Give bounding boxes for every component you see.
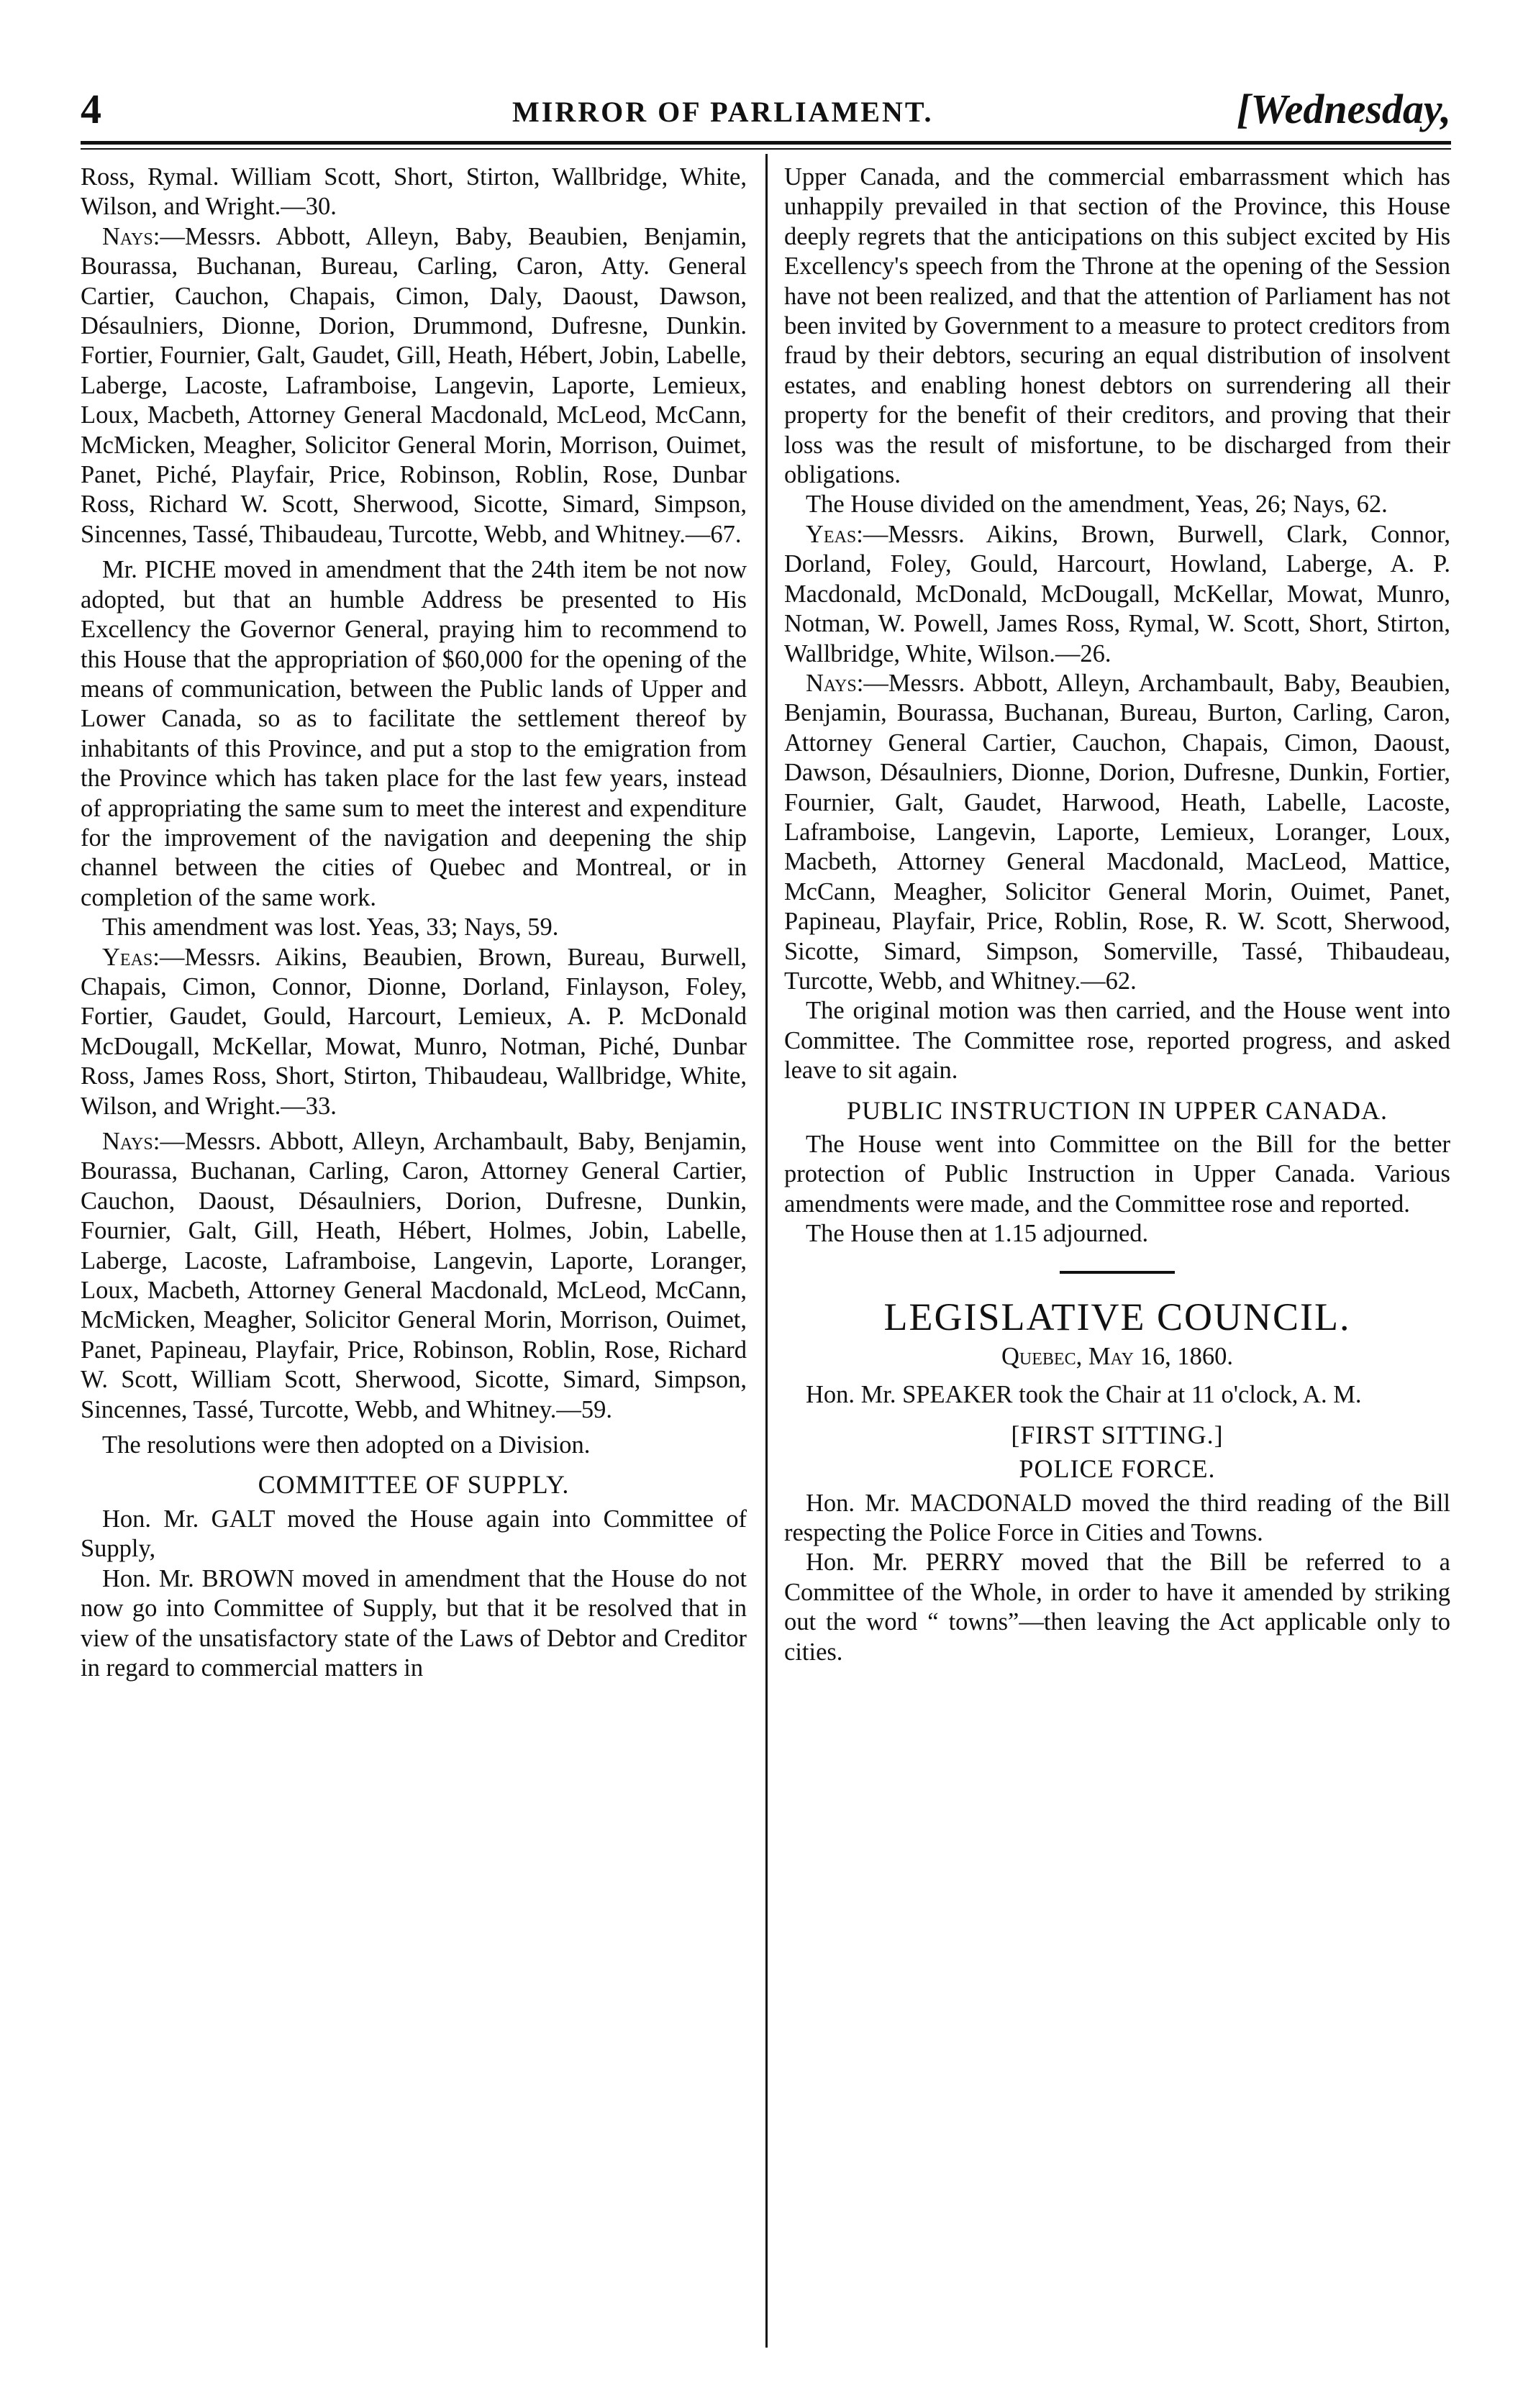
yeas-text: :—Messrs. Aikins, Brown, Burwell, Clark, Connor, Dorland, Foley, Gould, Harcourt, Howland, Laberge, A. P. Macdonald, McDonald, McDougall, McKellar, Mowat, Munro, Notman, W. Powell, James Ross, Rymal, W. Scott, Short, Stirton, Wallbridge, White, Wilson.—26. (784, 520, 1450, 667)
yeas-label: Yeas (806, 520, 857, 548)
nays-list (81, 222, 747, 549)
nays-label: Nays (806, 669, 857, 697)
column-divider (765, 154, 768, 2348)
paragraph: The original motion was then carried, and the House went into Committee. The Committee rose, reported progress, and asked leave to sit again. (784, 997, 1450, 1085)
paragraph: The resolutions were then adopted on a Division. (102, 1431, 591, 1459)
page-header (81, 85, 1451, 150)
paragraph: This amendment was lost. Yeas, 33; Nays, 59. (102, 913, 559, 941)
header-rule-thick (81, 141, 1451, 145)
nays-list (81, 1127, 747, 1425)
header-rule-thin (81, 148, 1451, 150)
left-column (81, 163, 747, 1683)
paragraph: The House divided on the amendment, Yeas, 26; Nays, 62. (806, 491, 1388, 519)
paragraph: Hon. Mr. SPEAKER took the Chair at 11 o'clock, A. M. (806, 1381, 1362, 1409)
paragraph: Ross, Rymal. William Scott, Short, Stirton, Wallbridge, White, Wilson, and Wright.—30. (81, 163, 747, 221)
yeas-label: Yeas (102, 943, 153, 971)
nays-label: Nays (102, 1128, 153, 1155)
running-title: MIRROR OF PARLIAMENT. (512, 96, 934, 128)
nays-text: :—Messrs. Abbott, Alleyn, Archambault, Baby, Beaubien, Benjamin, Bourassa, Buchanan, Bureau, Burton, Carling, Caron, Attorney General Cartier, Cauchon, Chapais, Cimon, Daoust, Dawson, Désaulniers, Dionne, Dorion, Dufresne, Dunkin, Fortier, Fournier, Galt, Gaudet, Harwood, Heath, Labelle, Lacoste, Laframboise, Langevin, Laporte, Lemieux, Loranger, Loux, Macbeth, Attorney General Macdonald, MacLeod, Mattice, McCann, Meagher, Solicitor General Morin, Ouimet, Panet, Papineau, Playfair, Price, Roblin, Rose, R. W. Scott, Sherwood, Sicotte, Simard, Simpson, Somerville, Tassé, Thibaudeau, Turcotte, Webb, and Whitney.—62. (784, 669, 1450, 995)
paragraph: Upper Canada, and the commercial embarrassment which has unhappily prevailed in that section of the Province, this House deeply regrets that the anticipations on this subject excited by His Excellency's speech from the Throne at the opening of the Session have not been realized, and that the attention of Parliament has not been invited by Government to a measure to protect creditors from fraud by their debtors, securing an equal distribution of insolvent estates, and enabling honest debtors on surrendering all their property for the benefit of their creditors, and proving that their loss was the result of misfortune, to be discharged from their obligations. (784, 163, 1450, 489)
nays-text: :—Messrs. Abbott, Alleyn, Archambault, Baby, Benjamin, Bourassa, Buchanan, Carling, Caron, Attorney General Cartier, Cauchon, Daoust, Désaulniers, Dorion, Dufresne, Dunkin, Fournier, Galt, Gill, Heath, Hébert, Holmes, Jobin, Labelle, Laberge, Lacoste, Laframboise, Langevin, Laporte, Loranger, Loux, Macbeth, Attorney General Macdonald, McLeod, McCann, McMicken, Meagher, Solicitor General Morin, Morrison, Ouimet, Panet, Papineau, Playfair, Price, Robinson, Roblin, Rose, Richard W. Scott, William Scott, Sherwood, Sicotte, Simard, Simpson, Sincennes, Tassé, Turcotte, Webb, and Whitney.—59. (81, 1128, 747, 1423)
nays-list (784, 669, 1450, 996)
paragraph: The House then at 1.15 adjourned. (806, 1220, 1149, 1248)
paragraph: Hon. Mr. PERRY moved that the Bill be referred to a Committee of the Whole, in order to have it amended by striking out the word “ towns”—then leaving the Act applicable only to cities. (784, 1549, 1450, 1666)
paragraph: Hon. Mr. BROWN moved in amendment that the House do not now go into Committee of Supply, but that it be resolved that in view of the unsatisfactory state of the Laws of Debtor and Creditor in regard to commercial matters in (81, 1564, 747, 1682)
paragraph: Hon. Mr. MACDONALD moved the third reading of the Bill respecting the Police Force in Cities and Towns. (784, 1489, 1450, 1547)
right-column (784, 163, 1450, 1667)
page-number: 4 (81, 86, 101, 132)
paragraph: Mr. PICHE moved in amendment that the 24th item be not now adopted, but that an humble Address be presented to His Excellency the Governor General, praying him to recommend to this House that the appropriation of $60,000 for the opening of the means of communication, between the Public lands of Upper and Lower Canada, so as to facilitate the settlement thereof by inhabitants of this Province, and put a stop to the emigration from the Province which has taken place for the last few years, instead of appropriating the same sum to meet the interest and expenditure for the improvement of the navigation and deepening the ship channel between the cities of Quebec and Montreal, or in completion of the same work. (81, 556, 747, 911)
section-heading: PUBLIC INSTRUCTION IN UPPER CANADA. (846, 1095, 1388, 1125)
section-separator (1060, 1271, 1175, 1274)
section-heading: COMMITTEE OF SUPPLY. (258, 1470, 570, 1500)
yeas-list (81, 943, 747, 1121)
yeas-text: :—Messrs. Aikins, Beaubien, Brown, Bureau, Burwell, Chapais, Cimon, Connor, Dionne, Dorland, Finlayson, Foley, Fortier, Gaudet, Gould, Harcourt, Lemieux, A. P. McDonald McDougall, McKellar, Mowat, Munro, Notman, Piché, Dunbar Ross, James Ross, Short, Stirton, Thibaudeau, Wallbridge, White, Wilson, and Wright.—33. (81, 943, 747, 1120)
paragraph: Hon. Mr. GALT moved the House again into Committee of Supply, (81, 1505, 747, 1563)
yeas-list (784, 520, 1450, 669)
dateline: Quebec, May 16, 1860. (1001, 1343, 1233, 1371)
council-heading: LEGISLATIVE COUNCIL. (883, 1295, 1351, 1338)
paragraph: The House went into Committee on the Bill for the better protection of Public Instruction in Upper Canada. Various amendments were made, and the Committee rose and reported. (784, 1131, 1450, 1218)
running-day: [Wednesday, (1237, 86, 1451, 132)
nays-text: :—Messrs. Abbott, Alleyn, Baby, Beaubien, Benjamin, Bourassa, Buchanan, Bureau, Carling, Caron, Atty. General Cartier, Cauchon, Chapais, Cimon, Daly, Daoust, Dawson, Désaulniers, Dionne, Dorion, Drummond, Dufresne, Dunkin. Fortier, Fournier, Galt, Gaudet, Gill, Heath, Hébert, Jobin, Labelle, Laberge, Lacoste, Laframboise, Langevin, Laporte, Lemieux, Loux, Macbeth, Attorney General Macdonald, McLeod, McCann, McMicken, Meagher, Solicitor General Morin, Morrison, Ouimet, Panet, Piché, Playfair, Price, Robinson, Roblin, Rose, Dunbar Ross, Richard W. Scott, Sherwood, Sicotte, Simard, Simpson, Sincennes, Tassé, Thibaudeau, Turcotte, Webb, and Whitney.—67. (81, 222, 747, 548)
section-heading: POLICE FORCE. (1019, 1454, 1216, 1484)
sitting-heading: [FIRST SITTING.] (1011, 1420, 1224, 1449)
nays-label: Nays (102, 222, 153, 250)
